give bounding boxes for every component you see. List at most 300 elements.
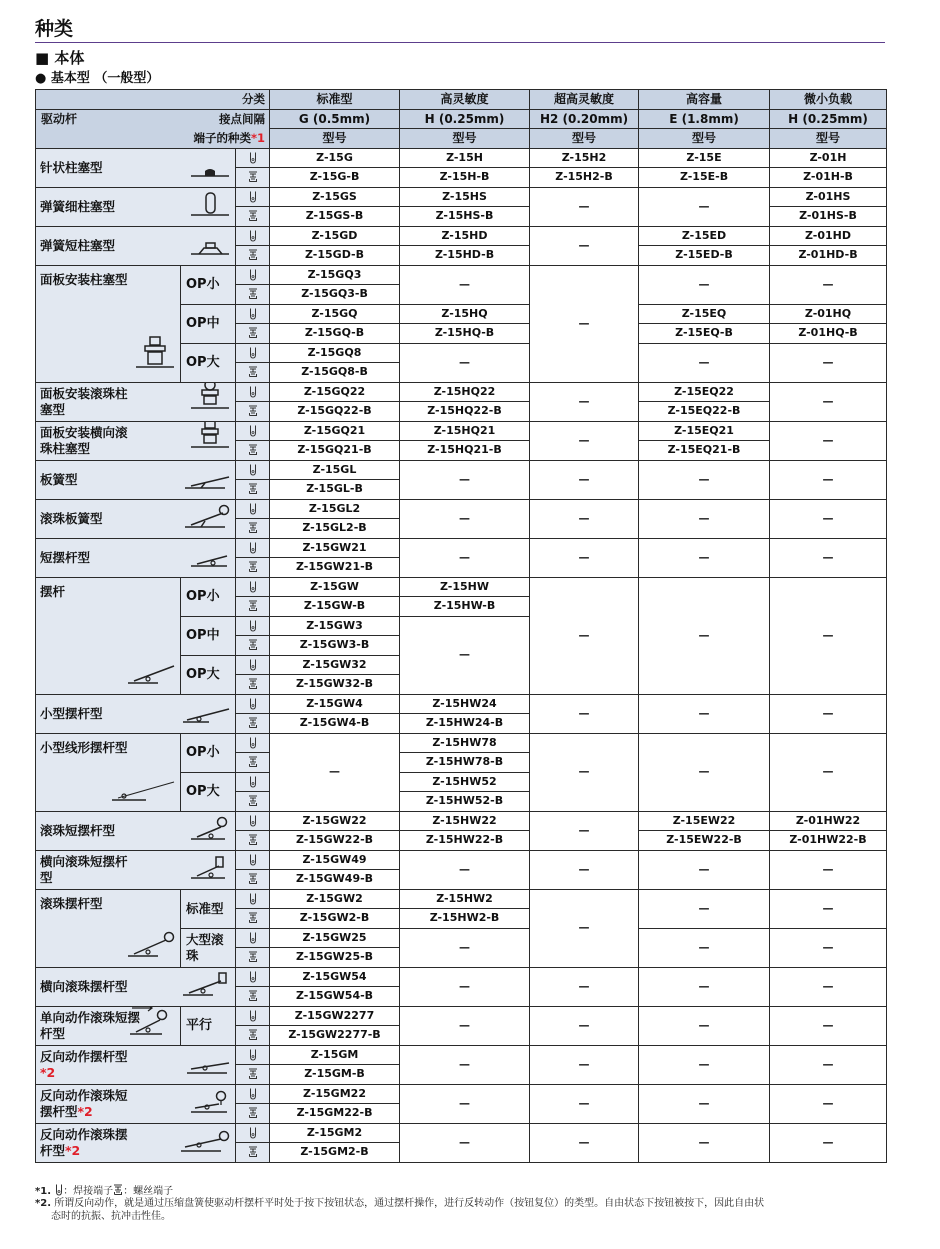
solder-terminal-icon (248, 893, 258, 905)
model-cell: Z-15HD-B (400, 246, 530, 266)
actuator-group (36, 1045, 236, 1084)
actuator-name-text: 短摆杆型 (40, 549, 91, 565)
actuator-name (40, 511, 103, 527)
solder-terminal-icon (248, 737, 258, 749)
model-cell: Z-15EW22 (639, 811, 770, 831)
dash-cell: — (770, 733, 887, 811)
dash-cell: — (639, 967, 770, 1006)
model-cell: Z-15GW4 (270, 694, 400, 714)
dash-cell: — (530, 1045, 639, 1084)
model-cell: Z-15G-B (270, 168, 400, 188)
type-label: 型号 (530, 129, 639, 149)
screw-terminal-icon (248, 444, 258, 456)
model-cell: Z-15G (270, 148, 400, 168)
terminal-cell (236, 421, 270, 441)
screw-terminal-icon (248, 756, 258, 768)
actuator-name (40, 272, 128, 288)
terminal-cell (236, 850, 270, 870)
actuator-group (36, 967, 236, 1006)
actuator-name (40, 896, 103, 912)
section-title: ■ 本体 (35, 49, 85, 67)
footnote-1-mark: *1. (35, 1186, 51, 1197)
dash-cell: — (530, 811, 639, 850)
screw-terminal-icon (248, 1146, 258, 1158)
actuator-name (40, 823, 115, 839)
solder-terminal-icon (248, 1049, 258, 1061)
dash-cell: — (270, 733, 400, 811)
terminal-cell (236, 655, 270, 675)
dash-cell: — (770, 577, 887, 694)
model-cell: Z-15GM22-B (270, 1104, 400, 1124)
screw-terminal-icon (248, 717, 258, 729)
model-cell: Z-01HQ (770, 304, 887, 324)
actuator-name (40, 199, 115, 215)
solder-terminal-icon (248, 191, 258, 203)
actuator-name (40, 854, 135, 886)
actuator-group (36, 460, 236, 499)
model-cell: Z-15GD-B (270, 246, 400, 266)
actuator-name-text: 针状柱塞型 (40, 159, 103, 175)
actuator-name (40, 584, 65, 600)
solder-terminal-icon (248, 581, 258, 593)
sub-label: 大型滚珠 (181, 928, 236, 967)
actuator-name-text: 滚珠板簧型 (40, 510, 103, 526)
column-name: 高灵敏度 (400, 90, 530, 110)
model-cell: Z-15ED (639, 226, 770, 246)
table-row (36, 499, 887, 519)
actuator-group (36, 811, 236, 850)
terminal-cell (236, 285, 270, 305)
dash-cell: — (770, 460, 887, 499)
table-row (36, 850, 887, 870)
screw-terminal-icon (248, 639, 258, 651)
dash-cell: — (639, 850, 770, 889)
model-cell: Z-15GW25 (270, 928, 400, 948)
model-cell: Z-15EQ (639, 304, 770, 324)
terminal-cell (236, 616, 270, 636)
model-cell: Z-15HW2 (400, 889, 530, 909)
sub-label: OP大 (181, 343, 236, 382)
terminal-cell (236, 246, 270, 266)
model-cell: Z-15GW (270, 577, 400, 597)
terminal-cell (236, 1026, 270, 1046)
model-cell: Z-15HS (400, 187, 530, 207)
screw-terminal-icon (248, 249, 258, 261)
terminal-cell (236, 148, 270, 168)
model-cell: Z-15EW22-B (639, 831, 770, 851)
dash-cell: — (400, 265, 530, 304)
actuator-name-text: 单向动作滚珠短摆杆型 (40, 1009, 141, 1041)
column-name: 标准型 (270, 90, 400, 110)
cross-roller-lever-icon (183, 971, 231, 1001)
table-row (36, 889, 887, 909)
model-cell: Z-15GW2 (270, 889, 400, 909)
footnote-ref: *2 (65, 1142, 81, 1158)
table-row (36, 382, 887, 402)
model-cell: Z-15HW-B (400, 597, 530, 617)
dash-cell: — (400, 1006, 530, 1045)
column-name: 超高灵敏度 (530, 90, 639, 110)
dash-cell: — (530, 694, 639, 733)
footnote-ref: *1 (251, 131, 266, 145)
column-gap: G (0.5mm) (270, 109, 400, 129)
solder-terminal-icon (248, 659, 258, 671)
actuator-group (36, 226, 236, 265)
model-cell: Z-01HD-B (770, 246, 887, 266)
solder-terminal-icon (54, 1184, 63, 1196)
actuator-group (36, 148, 236, 187)
model-cell: Z-15HQ (400, 304, 530, 324)
model-cell: Z-15H-B (400, 168, 530, 188)
class-label: 分类 (36, 90, 270, 110)
column-gap: H (0.25mm) (770, 109, 887, 129)
actuator-name (40, 425, 135, 457)
terminal-cell (236, 324, 270, 344)
cross-short-roller-lever-icon (191, 854, 231, 884)
title-rule (35, 42, 885, 43)
actuator-name-text: 弹簧细柱塞型 (40, 198, 116, 214)
model-cell: Z-15HW2-B (400, 909, 530, 929)
terminal-cell (236, 187, 270, 207)
model-cell: Z-15GW22-B (270, 831, 400, 851)
screw-terminal-icon (248, 912, 258, 924)
table-row (36, 1006, 887, 1026)
terminal-cell (236, 382, 270, 402)
screw-terminal-icon (248, 795, 258, 807)
model-cell: Z-15GW-B (270, 597, 400, 617)
model-cell: Z-15GM-B (270, 1065, 400, 1085)
screw-terminal-icon (248, 678, 258, 690)
actuator-name (40, 550, 90, 566)
actuator-group (36, 577, 181, 694)
dash-cell: — (400, 343, 530, 382)
actuator-name-text: 小型线形摆杆型 (40, 739, 128, 755)
table-row (36, 90, 887, 110)
actuator-name-text: 板簧型 (40, 471, 78, 487)
sub-label: OP大 (181, 772, 236, 811)
dash-cell: — (770, 1084, 887, 1123)
table-row (36, 421, 887, 441)
model-cell: Z-15HW78 (400, 733, 530, 753)
model-cell: Z-01HS-B (770, 207, 887, 227)
actuator-name (40, 1010, 140, 1042)
footnote-ref: *2 (77, 1103, 93, 1119)
model-cell: Z-01HD (770, 226, 887, 246)
solder-terminal-icon (248, 854, 258, 866)
actuator-name-text: 面板安装滚珠柱塞型 (40, 385, 128, 417)
model-cell: Z-15ED-B (639, 246, 770, 266)
actuator-group (36, 382, 236, 421)
dash-cell: — (770, 850, 887, 889)
terminal-cell (236, 694, 270, 714)
actuator-name-text: 反向动作摆杆型 (40, 1048, 128, 1064)
model-cell: Z-15HW22-B (400, 831, 530, 851)
dash-cell: — (400, 616, 530, 694)
actuator-name (40, 740, 128, 756)
actuator-name (40, 979, 128, 995)
terminal-cell (236, 948, 270, 968)
model-cell: Z-15EQ-B (639, 324, 770, 344)
model-cell: Z-15GW25-B (270, 948, 400, 968)
table-row (36, 187, 887, 207)
actuator-name-text: 面板安装柱塞型 (40, 271, 128, 287)
actuator-name (40, 1127, 135, 1159)
model-cell: Z-15HQ22-B (400, 402, 530, 422)
sub-label: OP小 (181, 265, 236, 304)
actuator-name (40, 238, 115, 254)
screw-terminal-icon (248, 327, 258, 339)
type-label: 型号 (639, 129, 770, 149)
model-cell: Z-15GQ21 (270, 421, 400, 441)
footnote-2 (35, 1198, 764, 1210)
column-gap: H2 (0.20mm) (530, 109, 639, 129)
model-cell: Z-15EQ21 (639, 421, 770, 441)
short-hinge-roller-lever-icon (191, 815, 231, 845)
sub-label: 标准型 (181, 889, 236, 928)
model-cell: Z-15GQ-B (270, 324, 400, 344)
actuator-name-text: 横向滚珠短摆杆型 (40, 853, 128, 885)
dash-cell: — (770, 265, 887, 304)
model-cell: Z-15H (400, 148, 530, 168)
solder-terminal-icon (248, 425, 258, 437)
solder-terminal-icon (248, 230, 258, 242)
dash-cell: — (400, 928, 530, 967)
footnote-ref: *2 (40, 1064, 56, 1080)
actuator-name (40, 160, 103, 176)
model-cell: Z-15GM2 (270, 1123, 400, 1143)
terminal-cell (236, 519, 270, 539)
table-row (36, 460, 887, 480)
terminal-cell (236, 870, 270, 890)
actuator-group (36, 1123, 236, 1162)
dash-cell: — (530, 577, 639, 694)
type-label: 型号 (270, 129, 400, 149)
terminal-cell (236, 1143, 270, 1163)
screw-terminal-icon (248, 522, 258, 534)
terminal-label (36, 129, 270, 149)
model-cell: Z-15GL-B (270, 480, 400, 500)
terminal-cell (236, 1006, 270, 1026)
actuator-group (36, 1084, 236, 1123)
model-cell: Z-15EQ22 (639, 382, 770, 402)
panel-mount-cross-roller-plunger-icon (191, 421, 231, 455)
model-cell: Z-01HS (770, 187, 887, 207)
model-cell: Z-15GQ3-B (270, 285, 400, 305)
model-cell: Z-15GM (270, 1045, 400, 1065)
model-cell: Z-15GQ22 (270, 382, 400, 402)
table-row (36, 733, 887, 753)
model-cell: Z-15GW32 (270, 655, 400, 675)
actuator-name (40, 1049, 135, 1081)
hinge-lever-icon (128, 663, 176, 689)
terminal-cell (236, 1084, 270, 1104)
dash-cell: — (530, 1006, 639, 1045)
dash-cell: — (639, 577, 770, 694)
screw-terminal-icon (113, 1184, 123, 1196)
solder-terminal-icon (248, 503, 258, 515)
terminal-cell (236, 207, 270, 227)
screw-terminal-icon (248, 951, 258, 963)
dash-cell: — (639, 733, 770, 811)
terminal-cell (236, 538, 270, 558)
model-cell: Z-01HW22-B (770, 831, 887, 851)
footnote-2-mark: *2. (35, 1198, 51, 1209)
model-cell: Z-15GQ22-B (270, 402, 400, 422)
actuator-group (36, 421, 236, 460)
solder-terminal-icon (248, 464, 258, 476)
terminal-cell (236, 265, 270, 285)
actuator-group (36, 499, 236, 538)
model-cell: Z-15E (639, 148, 770, 168)
terminal-cell (236, 733, 270, 753)
dash-cell: — (770, 928, 887, 967)
actuator-group (36, 187, 236, 226)
model-cell: Z-15GW21 (270, 538, 400, 558)
terminal-cell (236, 1104, 270, 1124)
dash-cell: — (639, 928, 770, 967)
dash-cell: — (530, 460, 639, 499)
solder-terminal-icon (248, 776, 258, 788)
screw-terminal-icon (248, 483, 258, 495)
terminal-cell (236, 714, 270, 734)
actuator-group (36, 694, 236, 733)
product-table (35, 89, 887, 1163)
model-cell: Z-15GW2277-B (270, 1026, 400, 1046)
terminal-cell (236, 967, 270, 987)
reverse-short-roller-lever-icon (191, 1088, 231, 1118)
model-cell: Z-01HW22 (770, 811, 887, 831)
model-cell: Z-15GQ21-B (270, 441, 400, 461)
dash-cell: — (639, 265, 770, 304)
solder-terminal-icon (248, 815, 258, 827)
model-cell: Z-15GS-B (270, 207, 400, 227)
leaf-spring-icon (185, 474, 231, 494)
solder-terminal-icon (248, 698, 258, 710)
dash-cell: — (770, 694, 887, 733)
screw-terminal-icon (248, 873, 258, 885)
model-cell: Z-15GW54-B (270, 987, 400, 1007)
model-cell: Z-15GM22 (270, 1084, 400, 1104)
dash-cell: — (530, 889, 639, 967)
table-row (36, 226, 887, 246)
terminal-cell (236, 1045, 270, 1065)
solder-terminal-icon (248, 347, 258, 359)
dash-cell: — (400, 1123, 530, 1162)
actuator-name-text: 弹簧短柱塞型 (40, 237, 116, 253)
dash-cell: — (400, 499, 530, 538)
model-cell: Z-15GW3-B (270, 636, 400, 656)
table-row (36, 1084, 887, 1104)
actuator-name-text: 小型摆杆型 (40, 705, 103, 721)
terminal-cell (236, 1123, 270, 1143)
model-cell: Z-15GW49 (270, 850, 400, 870)
actuator-name-text: 面板安装横向滚珠柱塞型 (40, 424, 128, 456)
terminal-cell (236, 558, 270, 578)
model-cell: Z-15GL2 (270, 499, 400, 519)
table-row (36, 694, 887, 714)
model-cell: Z-15HQ21 (400, 421, 530, 441)
reverse-hinge-lever-icon (187, 1059, 231, 1079)
model-cell: Z-15H2 (530, 148, 639, 168)
actuator-group (36, 1006, 181, 1045)
dash-cell: — (770, 382, 887, 421)
solder-terminal-icon (248, 620, 258, 632)
model-cell: Z-15HW52 (400, 772, 530, 792)
model-cell: Z-15HW24-B (400, 714, 530, 734)
dash-cell: — (400, 460, 530, 499)
model-cell: Z-15HD (400, 226, 530, 246)
dash-cell: — (530, 382, 639, 421)
dash-cell: — (530, 1123, 639, 1162)
screw-terminal-icon (248, 600, 258, 612)
model-cell: Z-01HQ-B (770, 324, 887, 344)
dash-cell: — (770, 538, 887, 577)
model-cell: Z-15EQ21-B (639, 441, 770, 461)
dash-cell: — (530, 967, 639, 1006)
model-cell: Z-15EQ22-B (639, 402, 770, 422)
actuator-name (40, 386, 135, 418)
model-cell: Z-15GD (270, 226, 400, 246)
model-cell: Z-15HW22 (400, 811, 530, 831)
model-cell: Z-15HW78-B (400, 753, 530, 773)
type-label: 型号 (770, 129, 887, 149)
solder-terminal-icon (248, 971, 258, 983)
dash-cell: — (770, 1006, 887, 1045)
dash-cell: — (639, 187, 770, 226)
model-cell: Z-15E-B (639, 168, 770, 188)
screw-terminal-icon (248, 561, 258, 573)
terminal-cell (236, 168, 270, 188)
small-hinge-lever-icon (183, 706, 231, 728)
screw-terminal-icon (248, 366, 258, 378)
model-cell: Z-15HQ21-B (400, 441, 530, 461)
terminal-cell (236, 928, 270, 948)
screw-terminal-icon (248, 171, 258, 183)
short-hinge-lever-icon (191, 552, 231, 572)
screw-terminal-icon (248, 210, 258, 222)
terminal-cell (236, 675, 270, 695)
table-row (36, 148, 887, 168)
dash-cell: — (639, 1045, 770, 1084)
dash-cell: — (530, 733, 639, 811)
sub-label: OP中 (181, 616, 236, 655)
screw-terminal-icon (248, 405, 258, 417)
dash-cell: — (770, 1045, 887, 1084)
screw-terminal-icon (248, 1107, 258, 1119)
dash-cell: — (400, 850, 530, 889)
model-cell: Z-15GS (270, 187, 400, 207)
one-way-roller-lever-icon (130, 1006, 176, 1040)
dash-cell: — (530, 499, 639, 538)
solder-terminal-icon (248, 386, 258, 398)
actuator-name-text: 横向滚珠摆杆型 (40, 978, 128, 994)
model-cell: Z-15HW52-B (400, 792, 530, 812)
panel-mount-roller-plunger-icon (191, 382, 231, 416)
solder-terminal-icon (248, 932, 258, 944)
actuator-name (40, 472, 78, 488)
actuator-name-text: 滚珠摆杆型 (40, 895, 103, 911)
terminal-cell (236, 304, 270, 324)
table-row (36, 811, 887, 831)
solder-terminal-icon (248, 1127, 258, 1139)
screw-terminal-icon (248, 1068, 258, 1080)
actuator-group (36, 889, 181, 967)
column-name: 微小负载 (770, 90, 887, 110)
dash-cell: — (639, 499, 770, 538)
screw-terminal-icon (248, 990, 258, 1002)
terminal-cell (236, 772, 270, 792)
footnote-2-cont (51, 1211, 171, 1223)
